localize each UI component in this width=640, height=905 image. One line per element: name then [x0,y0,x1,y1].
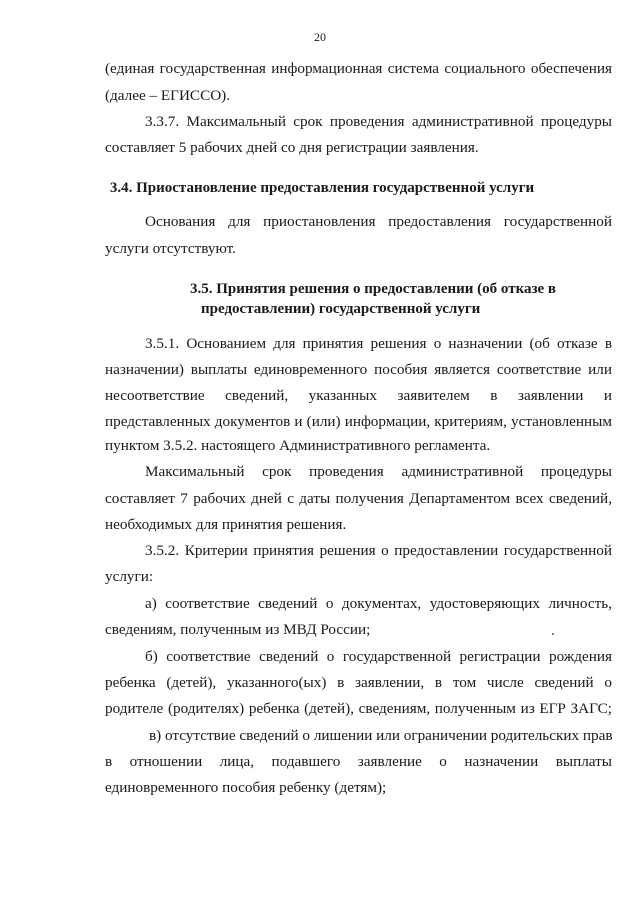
paragraph-line: составляет 5 рабочих дней со дня регистрации заявления. [105,139,479,156]
paragraph-line: назначении) выплаты единовременного пособия является соответствие или [105,361,612,378]
paragraph-line: необходимых для принятия решения. [105,516,347,533]
paragraph-line: (единая государственная информационная система социального обеспечения [105,60,612,77]
list-item-line: а) соответствие сведений о документах, удостоверяющих личность, [145,595,612,612]
page-number: 20 [314,30,326,44]
list-item-line: в отношении лица, подавшего заявление о назначении выплаты [105,753,612,770]
paragraph-line: пунктом 3.5.2. настоящего Административного регламента. [105,437,491,454]
paragraph-line: несоответствие сведений, указанных заявителем в заявлении и [105,387,612,404]
list-item-line: ребенка (детей), указанного(ых) в заявлении, в том числе сведений о [105,674,612,691]
paragraph-line: составляет 7 рабочих дней с даты получения Департаментом всех сведений, [105,490,612,507]
list-item-line: в) отсутствие сведений о лишении или ограничении родительских прав [149,727,613,744]
paragraph-line: Максимальный срок проведения административной процедуры [145,463,612,480]
paragraph-line: представленных документов и (или) информации, критериям, установленным [105,413,612,430]
paragraph-line: Основания для приостановления предоставления государственной [145,213,612,230]
list-item-line: родителе (родителях) ребенка (детей), сведениям, полученным из ЕГР ЗАГС; [105,700,612,717]
paragraph-line: 3.3.7. Максимальный срок проведения административной процедуры [145,113,612,130]
paragraph-line: услуги: [105,568,154,585]
scan-speck [552,633,554,635]
list-item-line: сведениям, полученным из МВД России; [105,621,371,638]
section-heading-3-5-cont: предоставлении) государственной услуги [201,301,481,317]
paragraph-line: (далее – ЕГИССО). [105,87,231,104]
list-item-line: единовременного пособия ребенку (детям); [105,779,387,796]
paragraph-line: 3.5.1. Основанием для принятия решения о назначении (об отказе в [145,335,612,352]
paragraph-line: услуги отсутствуют. [105,240,236,257]
section-heading-3-5: 3.5. Принятия решения о предоставлении (об отказе в [190,281,557,297]
section-heading-3-4: 3.4. Приостановление предоставления государственной услуги [109,180,535,196]
list-item-line: б) соответствие сведений о государственной регистрации рождения [145,648,612,665]
paragraph-line: 3.5.2. Критерии принятия решения о предоставлении государственной [145,542,612,559]
